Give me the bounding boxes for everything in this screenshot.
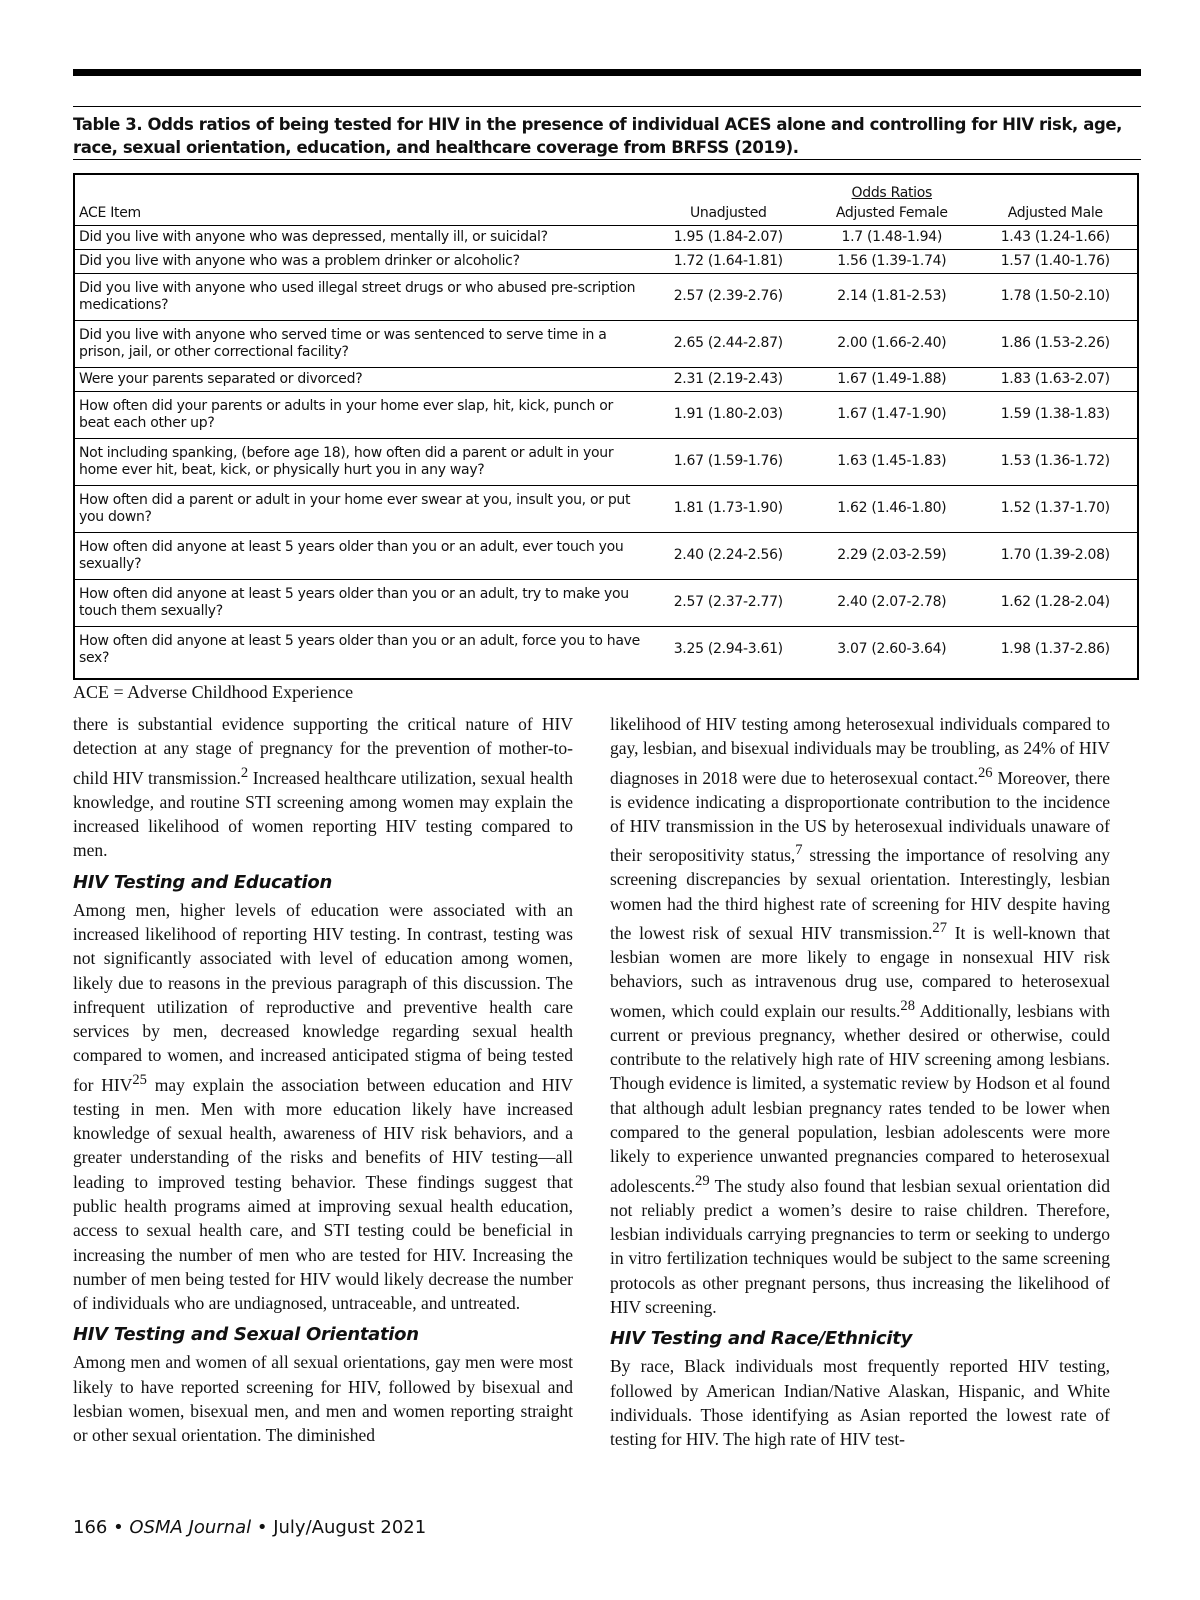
- unadjusted-cell: 3.25 (2.94-3.61): [673, 641, 783, 658]
- adjusted-female-cell: 1.62 (1.46-1.80): [810, 486, 974, 533]
- group-header-odds-ratios: Odds Ratios: [851, 185, 933, 201]
- adjusted-male-cell: 1.83 (1.63-2.07): [974, 368, 1137, 392]
- text-run: there is substantial evidence supporting the critical nature of HIV detection at any stage of pregnancy for the prevention of mother-to-child HIV transmission.: [73, 714, 573, 788]
- adjusted-male-cell: 1.52 (1.37-1.70): [974, 486, 1137, 533]
- adjusted-male-cell: 1.98 (1.37-2.86): [1000, 641, 1110, 658]
- top-rule: [73, 69, 1141, 76]
- footer-separator: •: [251, 1517, 274, 1538]
- citation: 26: [978, 764, 993, 781]
- col-header-adjusted-female-label: Adjusted Female: [835, 205, 948, 221]
- paragraph: [73, 898, 573, 1316]
- adjusted-female-cell: 2.14 (1.81-2.53): [810, 274, 974, 321]
- adjusted-male-cell: 1.62 (1.28-2.04): [974, 580, 1137, 627]
- table-caption: Table 3. Odds ratios of being tested for HIV in the presence of individual ACES alone and controlling for HIV risk, age, race, sexual orientation, education, and healthcare coverage from BRFSS (2019).: [73, 115, 1123, 157]
- adjusted-female-cell: 1.67 (1.49-1.88): [810, 368, 974, 392]
- col-header-ace-item: ACE Item: [75, 175, 647, 226]
- section-heading-sexual-orientation: HIV Testing and Sexual Orientation: [73, 1324, 419, 1346]
- left-text-column: [73, 712, 573, 1448]
- adjusted-male-cell: 1.78 (1.50-2.10): [974, 274, 1137, 321]
- journal-name: OSMA Journal: [129, 1517, 252, 1538]
- adjusted-female-cell: 1.7 (1.48-1.94): [810, 226, 974, 250]
- table-footnote: ACE = Adverse Childhood Experience: [73, 682, 354, 702]
- right-text-column: [610, 712, 1110, 1451]
- col-header-unadjusted: Unadjusted: [647, 175, 810, 226]
- adjusted-female-cell: 2.29 (2.03-2.59): [810, 533, 974, 580]
- adjusted-male-cell: 1.86 (1.53-2.26): [974, 321, 1137, 368]
- unadjusted-cell: 2.57 (2.39-2.76): [647, 274, 810, 321]
- adjusted-female-cell: 3.07 (2.60-3.64): [837, 641, 947, 658]
- unadjusted-cell: 2.31 (2.19-2.43): [647, 368, 810, 392]
- section-heading-education: HIV Testing and Education: [73, 871, 332, 893]
- adjusted-male-cell: 1.70 (1.39-2.08): [974, 533, 1137, 580]
- text-run: Increased healthcare utilization, sexual health knowledge, and routine STI screening among women may explain the increased likelihood of women reporting HIV testing compared to men.: [73, 767, 573, 861]
- ace-item-cell: Were your parents separated or divorced?: [75, 368, 647, 392]
- text-run: likelihood of HIV testing among heterosexual individuals compared to gay, lesbian, and bisexual individuals may be troubling, as 24% of HIV diagnoses in 2018 were due to heterosexual contact.: [610, 714, 1110, 788]
- table-row: [75, 486, 1137, 533]
- table-row: [75, 580, 1137, 627]
- unadjusted-cell: 2.65 (2.44-2.87): [647, 321, 810, 368]
- table-row: [75, 439, 1137, 486]
- table-body: [75, 175, 1137, 673]
- table-row: [75, 226, 1137, 250]
- table-row: [75, 533, 1137, 580]
- unadjusted-cell: 1.72 (1.64-1.81): [647, 250, 810, 274]
- citation: 28: [900, 997, 915, 1014]
- issue-date: July/August 2021: [273, 1517, 427, 1538]
- table-row: [75, 368, 1137, 392]
- paragraph: [610, 712, 1110, 1319]
- paragraph: [73, 712, 573, 863]
- text-run: Among men, higher levels of education were associated with an increased likelihood of reporting HIV testing. In contrast, testing was not significantly associated with level of education among women, likely due to reasons in the previous paragraph of this discussion. The infrequent utilization of reproductive and preventive health care services by men, decreased knowledge regarding sexual health compared to women, and increased anticipated stigma of being tested for HIV: [73, 899, 573, 1095]
- ace-item-cell: How often did anyone at least 5 years older than you or an adult, ever touch you sexually?: [75, 533, 647, 580]
- citation: 2: [240, 764, 249, 781]
- table-row: [75, 250, 1137, 274]
- ace-item-cell: Did you live with anyone who used illegal street drugs or who abused pre-scription medications?: [75, 274, 647, 321]
- ace-item-cell: How often did anyone at least 5 years older than you or an adult, force you to have sex?: [79, 632, 640, 666]
- unadjusted-cell: 1.91 (1.80-2.03): [647, 392, 810, 439]
- unadjusted-cell: 1.67 (1.59-1.76): [647, 439, 810, 486]
- text-run: Moreover, there is evidence indicating a disproportionate contribution to the incidence of HIV transmission in the US by heterosexual individuals unaware of their seropositivity status,: [610, 767, 1111, 866]
- ace-item-cell: Did you live with anyone who served time or was sentenced to serve time in a prison, jail, or other correctional facility?: [75, 321, 647, 368]
- text-run: Additionally, lesbians with current or previous pregnancy, whether desired or otherwise, could contribute to the relatively high rate of HIV screening among lesbians. Though evidence is limited, a systematic review by Hodson et al found that although adult lesbian pregnancy rates tended to be lower when compared to the general population, lesbian adolescents were more likely to experience unwanted pregnancies compared to heterosexual adolescents.: [610, 1000, 1110, 1196]
- adjusted-male-cell: 1.59 (1.38-1.83): [974, 392, 1137, 439]
- adjusted-male-cell: 1.57 (1.40-1.76): [974, 250, 1137, 274]
- adjusted-female-cell: 2.00 (1.66-2.40): [810, 321, 974, 368]
- ace-item-cell: How often did your parents or adults in your home ever slap, hit, kick, punch or beat each other up?: [75, 392, 647, 439]
- ace-item-cell: Did you live with anyone who was a problem drinker or alcoholic?: [75, 250, 647, 274]
- caption-bottom-rule: [73, 159, 1141, 160]
- citation: 25: [132, 1071, 147, 1088]
- col-header-adjusted-male: Adjusted Male: [974, 175, 1137, 226]
- unadjusted-cell: 1.95 (1.84-2.07): [647, 226, 810, 250]
- adjusted-male-cell: 1.53 (1.36-1.72): [974, 439, 1137, 486]
- odds-ratio-table: [73, 173, 1139, 680]
- unadjusted-cell: 2.40 (2.24-2.56): [647, 533, 810, 580]
- table-row: [75, 627, 1137, 674]
- adjusted-female-cell: 1.63 (1.45-1.83): [810, 439, 974, 486]
- text-run: It is well-known that lesbian women are more likely to engage in nonsexual HIV risk behaviors, such as intravenous drug use, compared to heterosexual women, which could explain our results.: [610, 922, 1110, 1021]
- table-row: [75, 392, 1137, 439]
- footer-separator: •: [107, 1517, 130, 1538]
- col-header-adjusted-female: [810, 175, 974, 226]
- citation: 29: [695, 1172, 710, 1189]
- caption-top-rule: [73, 106, 1141, 107]
- section-heading-race-ethnicity: HIV Testing and Race/Ethnicity: [610, 1328, 913, 1350]
- table-row: [75, 274, 1137, 321]
- unadjusted-cell: 1.81 (1.73-1.90): [647, 486, 810, 533]
- text-run: stressing the importance of resolving any screening discrepancies by sexual orientation. Interestingly, lesbian women had the third highest rate of screening for HIV despite having the lowest risk of sexual HIV transmission.: [610, 845, 1110, 943]
- ace-item-cell: How often did a parent or adult in your home ever swear at you, insult you, or put you down?: [75, 486, 647, 533]
- page-number: 166: [73, 1517, 108, 1538]
- page-footer: [73, 1517, 426, 1538]
- table-header-row: [75, 175, 1137, 226]
- adjusted-female-cell: 1.56 (1.39-1.74): [810, 250, 974, 274]
- citation: 7: [795, 842, 803, 859]
- table-row: [75, 321, 1137, 368]
- ace-item-cell: How often did anyone at least 5 years older than you or an adult, try to make you touch them sexually?: [75, 580, 647, 627]
- unadjusted-cell: 2.57 (2.37-2.77): [647, 580, 810, 627]
- text-run: The study also found that lesbian sexual orientation did not reliably predict a women’s desire to raise children. Therefore, lesbian individuals carrying pregnancies to term or seeking to undergo in vitro fertilization techniques would be subject to the same screening protocols as other pregnant persons, thus increasing the likelihood of HIV screening.: [610, 1175, 1110, 1317]
- adjusted-female-cell: 2.40 (2.07-2.78): [810, 580, 974, 627]
- citation: 27: [932, 920, 947, 937]
- ace-item-cell: Did you live with anyone who was depressed, mentally ill, or suicidal?: [75, 226, 647, 250]
- ace-item-cell: Not including spanking, (before age 18), how often did a parent or adult in your home ever hit, beat, kick, or physically hurt you in any way?: [75, 439, 647, 486]
- adjusted-male-cell: 1.43 (1.24-1.66): [974, 226, 1137, 250]
- text-run: may explain the association between education and HIV testing in men. Men with more education likely have increased knowledge of sexual health, awareness of HIV risk behaviors, and a greater understanding of the risks and benefits of HIV testing—all leading to improved testing behavior. These findings suggest that public health programs aimed at improving sexual health education, access to sexual health care, and STI testing could be beneficial in increasing the number of men who are tested for HIV. Increasing the number of men being tested for HIV would likely decrease the number of individuals who are undiagnosed, untraceable, and untreated.: [73, 1074, 573, 1314]
- adjusted-female-cell: 1.67 (1.47-1.90): [810, 392, 974, 439]
- paragraph: By race, Black individuals most frequently reported HIV testing, followed by American Indian/Native Alaskan, Hispanic, and White individuals. Those identifying as Asian reported the lowest rate of testing for HIV. The high rate of HIV test-: [610, 1356, 1110, 1450]
- paragraph: Among men and women of all sexual orientations, gay men were most likely to have reported screening for HIV, followed by bisexual and lesbian women, bisexual men, and men and women reporting straight or other sexual orientation. The diminished: [73, 1352, 573, 1446]
